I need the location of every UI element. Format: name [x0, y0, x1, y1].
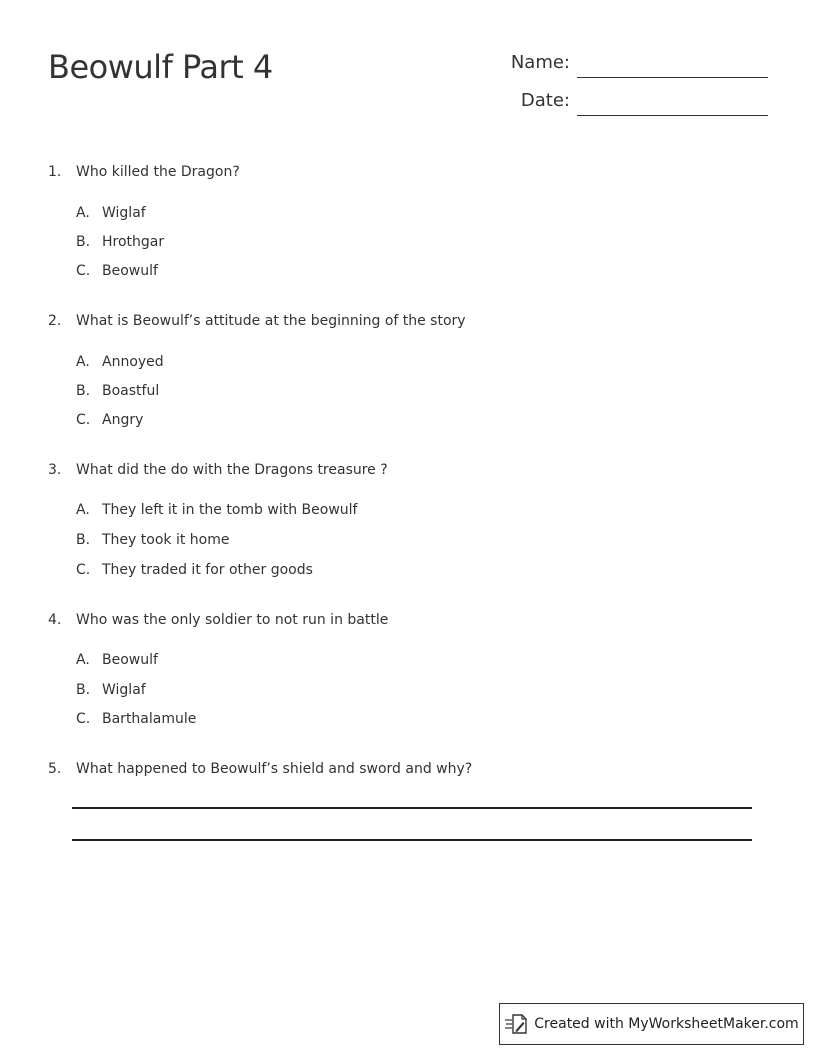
choice-item[interactable]	[76, 410, 768, 430]
question-text: What is Beowulf’s attitude at the beginning of the story	[76, 313, 466, 329]
name-label: Name:	[510, 52, 570, 73]
question-4	[48, 610, 768, 729]
choice-list	[48, 500, 768, 580]
question-text: What did the do with the Dragons treasure ?	[76, 462, 388, 478]
question-list	[48, 162, 768, 779]
question-2	[48, 311, 768, 430]
answer-line[interactable]	[72, 807, 752, 809]
footer-text: Created with MyWorksheetMaker.com	[534, 1016, 799, 1032]
choice-text: Beowulf	[102, 652, 158, 668]
choice-letter: B.	[76, 383, 91, 399]
choice-letter: B.	[76, 234, 91, 250]
choice-text: Beowulf	[102, 263, 158, 279]
choice-text: They took it home	[102, 532, 230, 548]
choice-item[interactable]	[76, 352, 768, 372]
footer-badge[interactable]	[499, 1003, 804, 1045]
question-number: 3.	[48, 462, 62, 478]
choice-text: Wiglaf	[102, 682, 146, 698]
choice-item[interactable]	[76, 650, 768, 670]
choice-list	[48, 203, 768, 281]
choice-item[interactable]	[76, 709, 768, 729]
choice-text: Hrothgar	[102, 234, 165, 250]
choice-item[interactable]	[76, 530, 768, 550]
choice-letter: C.	[76, 562, 91, 578]
choice-list	[48, 352, 768, 430]
choice-list	[48, 650, 768, 729]
choice-letter: A.	[76, 502, 90, 518]
choice-item[interactable]	[76, 500, 768, 520]
choice-text: They traded it for other goods	[102, 562, 313, 578]
choice-letter: B.	[76, 682, 91, 698]
choice-text: Annoyed	[102, 354, 164, 370]
choice-letter: C.	[76, 711, 91, 727]
choice-letter: B.	[76, 532, 91, 548]
choice-item[interactable]	[76, 203, 768, 223]
choice-item[interactable]	[76, 381, 768, 401]
answer-line[interactable]	[72, 839, 752, 841]
choice-text: Angry	[102, 412, 144, 428]
choice-item[interactable]	[76, 680, 768, 700]
choice-letter: A.	[76, 354, 90, 370]
choice-letter: C.	[76, 263, 91, 279]
worksheet-maker-logo-icon	[504, 1013, 528, 1035]
choice-item[interactable]	[76, 261, 768, 281]
question-5	[48, 759, 768, 779]
choice-letter: A.	[76, 205, 90, 221]
choice-item[interactable]	[76, 560, 768, 580]
question-number: 4.	[48, 612, 62, 628]
choice-letter: A.	[76, 652, 90, 668]
worksheet-title: Beowulf Part 4	[48, 48, 273, 86]
name-field[interactable]	[577, 77, 768, 78]
choice-text: Barthalamule	[102, 711, 197, 727]
question-number: 1.	[48, 164, 62, 180]
question-number: 5.	[48, 761, 62, 777]
date-field[interactable]	[577, 115, 768, 116]
choice-text: Wiglaf	[102, 205, 146, 221]
question-text: What happened to Beowulf’s shield and sword and why?	[76, 761, 473, 777]
question-text: Who was the only soldier to not run in battle	[76, 612, 389, 628]
choice-item[interactable]	[76, 232, 768, 252]
question-1	[48, 162, 768, 281]
date-label: Date:	[520, 90, 570, 111]
choice-text: Boastful	[102, 383, 160, 399]
question-text: Who killed the Dragon?	[76, 164, 240, 180]
question-number: 2.	[48, 313, 62, 329]
choice-text: They left it in the tomb with Beowulf	[102, 502, 358, 518]
question-3	[48, 460, 768, 580]
choice-letter: C.	[76, 412, 91, 428]
